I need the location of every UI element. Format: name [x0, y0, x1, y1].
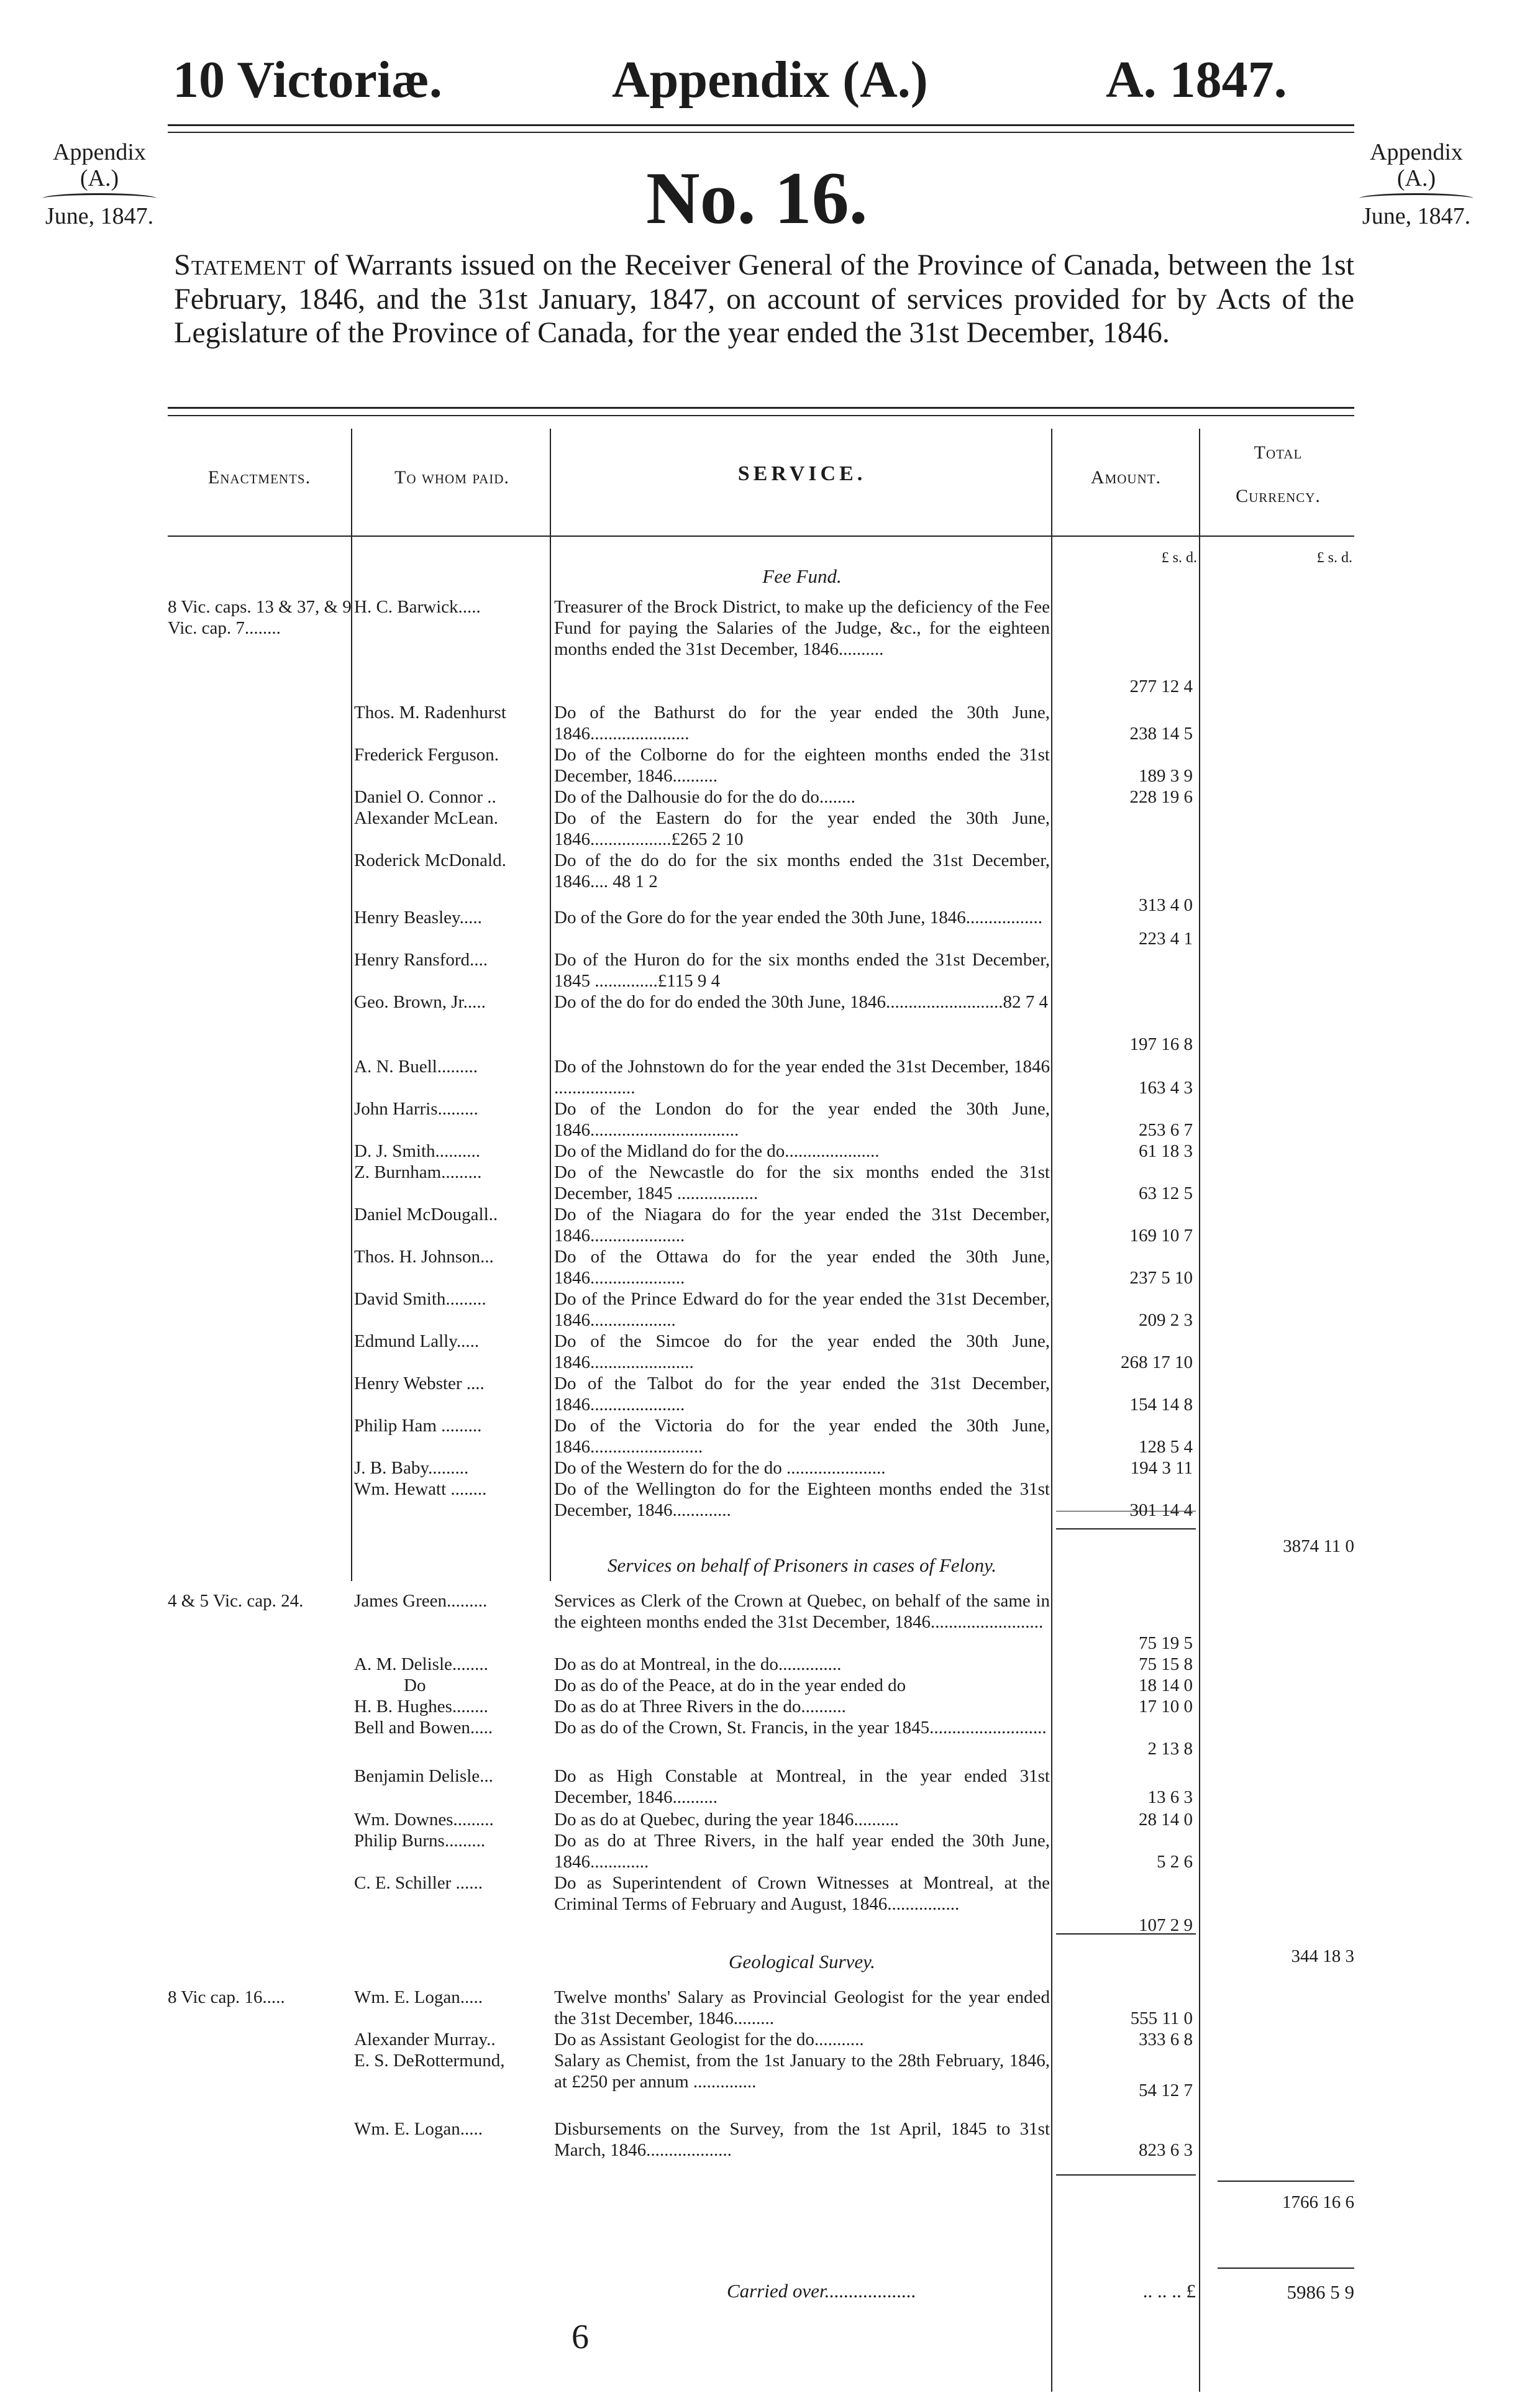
document-number: No. 16.	[646, 157, 868, 239]
row-payee: Edmund Lally.....	[354, 1331, 480, 1351]
row-service: Do as do at Three Rivers, in the half year ended the 30th June, 1846.............	[554, 1831, 1050, 1872]
row-amount: 54 12 7	[1139, 2081, 1193, 2100]
row-service: Twelve months' Salary as Provincial Geologist for the year ended the 31st December, 1846.........	[554, 1987, 1050, 2028]
row-payee: H. C. Barwick.....	[354, 597, 481, 617]
row-enactment: 8 Vic. caps. 13 & 37, & 9 Vic. cap. 7........	[168, 597, 352, 638]
side-note-date: June, 1847.	[45, 203, 154, 229]
header-center: Appendix (A.)	[612, 51, 928, 109]
col-divider-amount	[1199, 429, 1200, 2392]
carried-over-label: Carried over...................	[727, 2280, 916, 2302]
row-service: Treasurer of the Brock District, to make up the deficiency of the Fee Fund for paying the Salaries of the Judge, &c., for the eighteen months ended the 31st December, 1846..........	[554, 597, 1050, 659]
row-payee: Philip Ham .........	[354, 1416, 482, 1436]
statement-paragraph	[174, 248, 1354, 350]
header-rule-2	[168, 132, 1354, 133]
side-note-label: Appendix	[1370, 139, 1463, 165]
side-note-label: Appendix	[53, 139, 146, 165]
row-payee: H. B. Hughes........	[354, 1697, 488, 1716]
row-payee: Thos. H. Johnson...	[354, 1247, 494, 1267]
row-payee: A. M. Delisle........	[354, 1654, 488, 1674]
row-amount: 107 2 9	[1139, 1915, 1193, 1935]
row-amount: 313 4 0	[1139, 895, 1193, 915]
row-payee: Wm. Downes.........	[354, 1810, 494, 1830]
row-amount: 163 4 3	[1139, 1078, 1193, 1098]
row-amount: 2 13 8	[1147, 1739, 1193, 1759]
section-heading-fee-fund: Fee Fund.	[762, 565, 842, 587]
row-amount: 5 2 6	[1157, 1852, 1193, 1872]
subtotal-rule	[1056, 2174, 1196, 2176]
row-amount: 75 15 8	[1139, 1654, 1193, 1674]
row-amount: 301 14 4	[1129, 1500, 1193, 1520]
row-service: Do of the do do for the six months ended the 31st December, 1846.... 48 1 2	[554, 850, 1050, 891]
row-service: Do as do at Montreal, in the do..............	[554, 1654, 842, 1674]
row-amount: 253 6 7	[1139, 1120, 1193, 1140]
row-payee: James Green.........	[354, 1591, 488, 1611]
row-payee: Wm. E. Logan.....	[354, 1987, 483, 2007]
row-payee: C. E. Schiller ......	[354, 1873, 483, 1893]
row-amount: 228 19 6	[1129, 787, 1193, 807]
page-number: 6	[572, 2318, 589, 2356]
side-note-sub: (A.)	[1396, 165, 1436, 191]
col-header-enactments: Enactments.	[207, 467, 311, 488]
row-payee: Bell and Bowen.....	[354, 1718, 493, 1738]
row-service: Do of the Niagara do for the year ended the 31st December, 1846.....................	[554, 1205, 1050, 1246]
carried-over-dots: .. .. .. £	[1142, 2280, 1196, 2302]
brace-decoration	[1359, 193, 1474, 204]
total-lsd-header: £ s. d.	[1316, 550, 1352, 566]
row-amount: 169 10 7	[1129, 1226, 1193, 1246]
row-service: Do of the Huron do for the six months ended the 31st December, 1845 ..............£115 9 4	[554, 950, 1050, 991]
row-amount: 237 5 10	[1129, 1268, 1193, 1288]
row-payee: Benjamin Delisle...	[354, 1766, 493, 1786]
row-service: Do as do of the Crown, St. Francis, in the year 1845..........................	[554, 1718, 1047, 1738]
brace-decoration	[42, 193, 157, 204]
carried-over-total: 5986 5 9	[1287, 2281, 1354, 2303]
row-service: Do as Superintendent of Crown Witnesses at Montreal, at the Criminal Terms of February and August, 1846................	[554, 1873, 1050, 1914]
side-note-sub: (A.)	[80, 165, 119, 191]
side-note-date: June, 1847.	[1362, 203, 1471, 229]
row-service: Do of the Simcoe do for the year ended the 30th June, 1846.......................	[554, 1331, 1050, 1372]
total-rule-bottom	[1218, 2268, 1354, 2269]
row-payee: Do	[404, 1675, 426, 1695]
header-right: A. 1847.	[1106, 51, 1287, 109]
row-amount: 238 14 5	[1129, 724, 1193, 744]
section-heading-prisoners: Services on behalf of Prisoners in cases of Felony.	[608, 1554, 996, 1576]
row-amount: 223 4 1	[1139, 929, 1193, 949]
row-amount: 13 6 3	[1147, 1787, 1193, 1807]
table-top-rule	[168, 407, 1354, 409]
row-amount: 18 14 0	[1139, 1675, 1193, 1695]
row-amount: 75 19 5	[1139, 1633, 1193, 1653]
row-amount: 197 16 8	[1129, 1034, 1193, 1054]
row-payee: Henry Beasley.....	[354, 908, 482, 928]
row-enactment: 4 & 5 Vic. cap. 24.	[168, 1591, 304, 1611]
row-service: Do of the Newcastle do for the six months ended the 31st December, 1845 ..................	[554, 1162, 1050, 1203]
row-amount: 209 2 3	[1139, 1310, 1193, 1330]
row-service: Do of the do for do ended the 30th June, 1846..........................82 7 4	[554, 992, 1048, 1012]
row-payee: Wm. E. Logan.....	[354, 2119, 483, 2139]
row-service: Salary as Chemist, from the 1st January to the 28th February, 1846, at £250 per annum ..............	[554, 2051, 1050, 2092]
row-service: Do of the London do for the year ended the 30th June, 1846.................................	[554, 1099, 1050, 1140]
row-service: Do of the Eastern do for the year ended the 30th June, 1846..................£265 2 10	[554, 808, 1050, 849]
row-total: 1766 16 6	[1282, 2192, 1354, 2212]
row-amount: 61 18 3	[1139, 1141, 1193, 1161]
row-amount: 555 11 0	[1130, 2008, 1193, 2028]
row-payee: Philip Burns.........	[354, 1831, 486, 1851]
col-header-total-1: Total	[1254, 442, 1303, 463]
row-service: Do of the Prince Edward do for the year ended the 31st December, 1846...................	[554, 1289, 1050, 1330]
row-enactment: 8 Vic cap. 16.....	[168, 1987, 285, 2007]
row-payee: D. J. Smith..........	[354, 1141, 481, 1161]
row-service: Do of the Colborne do for the eighteen months ended the 31st December, 1846..........	[554, 745, 1050, 786]
row-payee: E. S. DeRottermund,	[354, 2051, 505, 2071]
col-header-amount: Amount.	[1090, 467, 1162, 488]
col-header-to-whom: To whom paid.	[394, 467, 509, 488]
row-payee: Alexander Murray..	[354, 2030, 496, 2049]
row-payee: Geo. Brown, Jr.....	[354, 992, 486, 1012]
row-amount: 277 12 4	[1129, 677, 1193, 696]
row-payee: Frederick Ferguson.	[354, 745, 499, 765]
row-service: Do of the Midland do for the do.....................	[554, 1141, 880, 1161]
subtotal-rule	[1056, 1528, 1196, 1529]
row-payee: Wm. Hewatt ........	[354, 1479, 487, 1499]
section-heading-geological: Geological Survey.	[729, 1951, 875, 1972]
row-amount: 63 12 5	[1139, 1183, 1193, 1203]
row-amount: 28 14 0	[1139, 1810, 1193, 1830]
row-payee: J. B. Baby.........	[354, 1458, 469, 1478]
total-rule	[1218, 2181, 1354, 2182]
row-payee: Henry Ransford....	[354, 950, 488, 970]
row-service: Do as do of the Peace, at do in the year ended do	[554, 1675, 906, 1695]
row-payee: Roderick McDonald.	[354, 850, 506, 870]
row-service: Do of the Wellington do for the Eighteen months ended the 31st December, 1846.............	[554, 1479, 1050, 1520]
col-header-total-2: Currency.	[1236, 486, 1321, 506]
header-rule	[168, 124, 1354, 126]
row-service: Do of the Gore do for the year ended the 30th June, 1846.................	[554, 908, 1043, 928]
row-amount: 128 5 4	[1139, 1437, 1193, 1457]
row-payee: Alexander McLean.	[354, 808, 498, 828]
row-service: Do of the Talbot do for the year ended the 31st December, 1846.....................	[554, 1374, 1050, 1415]
row-service: Do of the Western do for the do ......................	[554, 1458, 886, 1478]
row-amount: 189 3 9	[1139, 766, 1193, 786]
row-amount: 823 6 3	[1139, 2140, 1193, 2160]
row-amount: 17 10 0	[1139, 1697, 1193, 1716]
row-payee: Z. Burnham.........	[354, 1162, 482, 1182]
row-payee: John Harris.........	[354, 1099, 478, 1119]
row-service: Do of the Johnstown do for the year ended the 31st December, 1846 ..................	[554, 1057, 1050, 1098]
side-note-left	[37, 140, 162, 229]
row-payee: Daniel O. Connor ..	[354, 787, 496, 807]
side-note-right	[1354, 140, 1478, 229]
col-header-service: SERVICE.	[737, 462, 867, 485]
row-payee: Henry Webster ....	[354, 1374, 485, 1393]
col-divider-service	[1051, 429, 1052, 2392]
statement-text: of Warrants issued on the Receiver General of the Province of Canada, between the 1st February, 1846, and the 31st January, 1847, on account of services provided for by Acts of the Legislature of the Province of Canada, for the year ended the 31st December, 1846.	[174, 248, 1354, 350]
row-service: Do of the Bathurst do for the year ended the 30th June, 1846......................	[554, 703, 1050, 744]
row-service: Do of the Victoria do for the year ended the 30th June, 1846.........................	[554, 1416, 1050, 1457]
row-payee: David Smith.........	[354, 1289, 486, 1309]
row-service: Do as do at Three Rivers in the do..........	[554, 1697, 846, 1716]
row-total: 344 18 3	[1291, 1946, 1354, 1966]
row-service: Do as Assistant Geologist for the do...........	[554, 2030, 864, 2049]
header-left: 10 Victoriæ.	[173, 51, 442, 109]
row-total: 3874 11 0	[1283, 1536, 1354, 1556]
row-service: Disbursements on the Survey, from the 1st April, 1845 to 31st March, 1846...................	[554, 2119, 1050, 2160]
table-top-rule-2	[168, 415, 1354, 416]
table-header-rule	[168, 536, 1354, 537]
row-payee: A. N. Buell.........	[354, 1057, 478, 1077]
row-service: Services as Clerk of the Crown at Quebec, on behalf of the same in the eighteen months ended the 31st December, 1846.........................	[554, 1591, 1050, 1632]
row-service: Do as High Constable at Montreal, in the year ended 31st December, 1846..........	[554, 1766, 1050, 1807]
row-amount: 194 3 11	[1130, 1458, 1193, 1478]
row-payee: Daniel McDougall..	[354, 1205, 498, 1224]
row-amount: 154 14 8	[1129, 1395, 1193, 1415]
row-service: Do as do at Quebec, during the year 1846..........	[554, 1810, 899, 1830]
row-service: Do of the Dalhousie do for the do do........	[554, 787, 855, 807]
row-amount: 268 17 10	[1121, 1352, 1193, 1372]
row-amount: 333 6 8	[1139, 2030, 1193, 2049]
amount-lsd-header: £ s. d.	[1161, 550, 1197, 566]
row-service: Do of the Ottawa do for the year ended the 30th June, 1846.....................	[554, 1247, 1050, 1288]
statement-lead: Statement	[174, 248, 306, 281]
row-payee: Thos. M. Radenhurst	[354, 703, 506, 722]
subtotal-rule	[1056, 1933, 1196, 1935]
